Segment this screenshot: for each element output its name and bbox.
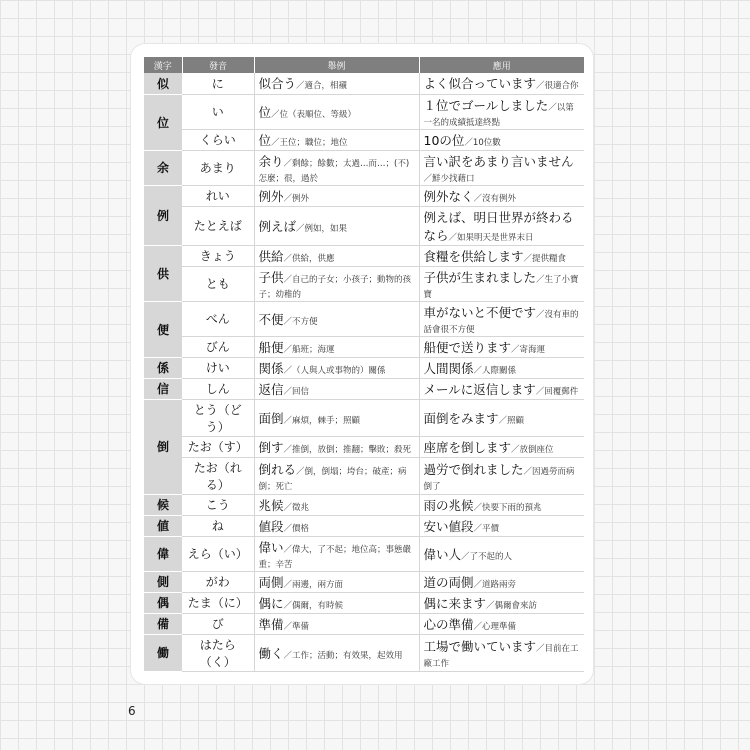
reading-cell: きょう: [182, 245, 254, 266]
example-cell: [254, 266, 419, 301]
usage-sentence: １位でゴールしました: [423, 97, 549, 113]
example-meaning: ／王位；職位；地位: [271, 137, 348, 148]
kanji-cell: 値: [144, 515, 182, 536]
example-word: 不便: [258, 311, 284, 327]
example-cell: [254, 571, 419, 592]
example-word: 兆候: [258, 497, 284, 513]
usage-sentence: 船便で送ります: [423, 339, 512, 355]
example-cell: [254, 301, 419, 336]
usage-sentence: 言い訳をあまり言いません: [423, 153, 574, 169]
example-cell: [254, 73, 419, 94]
usage-sentence: 偶に来ます: [423, 595, 487, 611]
usage-meaning: ／平價: [473, 523, 500, 534]
table-row: [144, 266, 584, 301]
table-header-row: [144, 57, 584, 73]
example-meaning: ／供給，供應: [283, 253, 335, 264]
example-cell: [254, 515, 419, 536]
example-meaning: ／自己的子女；小孩子；動物的孩子；幼稚的: [258, 274, 412, 300]
kanji-cell: 例: [144, 185, 182, 245]
usage-cell: [419, 536, 584, 571]
kanji-cell: 位: [144, 94, 182, 150]
example-meaning: ／偶爾，有時候: [283, 600, 344, 611]
example-meaning: ／剩餘；餘數；太過…而…；(不)怎麼；很，過於: [258, 158, 410, 184]
usage-sentence: 過労で倒れました: [423, 461, 524, 477]
example-cell: [254, 436, 419, 457]
usage-sentence: 人間関係: [423, 360, 474, 376]
table-row: [144, 336, 584, 357]
example-meaning: ／推倒，放倒；推翻；擊敗；殺死: [283, 444, 412, 455]
example-word: 例えば: [258, 218, 297, 234]
table-row: [144, 515, 584, 536]
reading-cell: とも: [182, 266, 254, 301]
example-word: 準備: [258, 616, 284, 632]
example-word: 両側: [258, 574, 284, 590]
table-row: [144, 494, 584, 515]
example-meaning: ／不方便: [283, 316, 318, 327]
table-row: [144, 592, 584, 613]
usage-cell: [419, 494, 584, 515]
example-cell: [254, 378, 419, 399]
usage-cell: [419, 206, 584, 245]
usage-cell: [419, 357, 584, 378]
usage-cell: [419, 301, 584, 336]
reading-cell: がわ: [182, 571, 254, 592]
example-cell: [254, 357, 419, 378]
usage-sentence: 車がないと不便です: [423, 304, 537, 320]
usage-cell: [419, 150, 584, 185]
example-word: 面倒: [258, 410, 284, 426]
example-cell: [254, 129, 419, 150]
table-row: [144, 571, 584, 592]
page-number: 6: [128, 704, 136, 718]
usage-sentence: 心の準備: [423, 616, 474, 632]
example-meaning: ／船班；海運: [283, 344, 335, 355]
example-word: 位: [258, 104, 272, 120]
usage-meaning: ／沒有例外: [473, 193, 517, 204]
usage-meaning: ／心理準備: [473, 621, 517, 632]
usage-meaning: ／放倒座位: [511, 444, 554, 455]
usage-sentence: 例えば、明日世界が終わるなら: [423, 209, 574, 243]
example-word: 返信: [258, 381, 284, 397]
usage-sentence: 子供が生まれました: [423, 269, 537, 285]
usage-cell: [419, 457, 584, 494]
usage-meaning: ／沒有車的話會很不方便: [423, 309, 579, 335]
kanji-cell: 余: [144, 150, 182, 185]
example-meaning: ／倒，倒塌；垮台；破產；病倒；死亡: [258, 466, 407, 492]
example-cell: [254, 592, 419, 613]
usage-meaning: ／如果明天是世界末日: [448, 232, 534, 243]
example-word: 倒れる: [258, 461, 297, 477]
example-cell: [254, 536, 419, 571]
example-meaning: ／價格: [283, 523, 310, 534]
reading-cell: ね: [182, 515, 254, 536]
usage-cell: [419, 436, 584, 457]
kanji-cell: 信: [144, 378, 182, 399]
example-word: 余り: [258, 153, 284, 169]
example-word: 偉い: [258, 539, 284, 555]
table-row: [144, 301, 584, 336]
usage-meaning: ／人際關係: [473, 365, 517, 376]
reading-cell: び: [182, 613, 254, 634]
example-cell: [254, 245, 419, 266]
example-meaning: ／位（表順位、等級）: [271, 109, 357, 120]
table-row: [144, 206, 584, 245]
usage-sentence: よく似合っています: [423, 76, 537, 92]
example-cell: [254, 457, 419, 494]
example-meaning: ／工作；活動；有效果，起效用: [283, 650, 403, 661]
example-meaning: ／徵兆: [283, 502, 310, 513]
table-row: [144, 357, 584, 378]
kanji-cell: 係: [144, 357, 182, 378]
usage-sentence: メールに返信します: [423, 381, 536, 397]
example-word: 値段: [258, 518, 284, 534]
reading-cell: べん: [182, 301, 254, 336]
kanji-table: [144, 57, 584, 672]
usage-cell: [419, 592, 584, 613]
usage-sentence: 10の位: [423, 132, 465, 148]
usage-meaning: ／回覆郵件: [535, 386, 579, 397]
example-word: 位: [258, 132, 272, 148]
reading-cell: こう: [182, 494, 254, 515]
usage-meaning: ／快要下雨的預兆: [473, 502, 542, 513]
kanji-cell: 偉: [144, 536, 182, 571]
usage-sentence: 雨の兆候: [423, 497, 474, 513]
example-cell: [254, 494, 419, 515]
usage-cell: [419, 378, 584, 399]
reading-cell: い: [182, 94, 254, 129]
reading-cell: はたら（く）: [182, 634, 254, 671]
example-word: 供給: [258, 248, 284, 264]
example-meaning: ／兩邊，兩方面: [283, 579, 344, 590]
usage-meaning: ／偶爾會來訪: [486, 600, 538, 611]
reading-cell: たま（に）: [182, 592, 254, 613]
kanji-cell: 便: [144, 301, 182, 357]
reading-cell: えら（い）: [182, 536, 254, 571]
kanji-cell: 候: [144, 494, 182, 515]
example-cell: [254, 206, 419, 245]
table-row: [144, 378, 584, 399]
kanji-cell: 備: [144, 613, 182, 634]
reading-cell: くらい: [182, 129, 254, 150]
table-row: [144, 129, 584, 150]
usage-meaning: ／照顧: [498, 415, 525, 426]
example-cell: [254, 150, 419, 185]
kanji-cell: 働: [144, 634, 182, 671]
kanji-cell: 側: [144, 571, 182, 592]
example-meaning: ／麻煩，棘手；照顧: [283, 415, 361, 426]
usage-cell: [419, 571, 584, 592]
example-meaning: ／（人與人或事物的）關係: [283, 365, 386, 376]
example-cell: [254, 185, 419, 206]
usage-cell: [419, 245, 584, 266]
usage-meaning: ／以第一名的成績抵達終點: [423, 102, 574, 128]
usage-meaning: ／寄海運: [511, 344, 546, 355]
reading-cell: れい: [182, 185, 254, 206]
usage-sentence: 安い値段: [423, 518, 474, 534]
header-kanji: 漢字: [144, 57, 182, 73]
usage-sentence: 道の両側: [423, 574, 474, 590]
usage-sentence: 面倒をみます: [423, 410, 499, 426]
usage-meaning: ／生了小寶寶: [423, 274, 579, 300]
reading-cell: しん: [182, 378, 254, 399]
kanji-cell: 偶: [144, 592, 182, 613]
usage-meaning: ／很適合你: [536, 81, 579, 92]
example-word: 関係: [258, 360, 284, 376]
example-cell: [254, 399, 419, 436]
example-meaning: ／準備: [283, 621, 310, 632]
header-example: 舉例: [254, 57, 419, 73]
example-meaning: ／偉大，了不起；地位高；事態嚴重；辛苦: [258, 544, 412, 570]
example-meaning: ／例如，如果: [296, 223, 348, 234]
table-row: [144, 457, 584, 494]
usage-sentence: 座席を倒します: [423, 439, 512, 455]
usage-cell: [419, 73, 584, 94]
usage-meaning: ／10位數: [464, 137, 501, 148]
usage-sentence: 例外なく: [423, 188, 474, 204]
example-cell: [254, 634, 419, 671]
table-body: [144, 73, 584, 671]
usage-meaning: ／目前在工廠工作: [423, 643, 579, 669]
reading-cell: とう（どう）: [182, 399, 254, 436]
usage-cell: [419, 94, 584, 129]
kanji-cell: 似: [144, 73, 182, 94]
example-word: 例外: [258, 188, 284, 204]
example-word: 偶に: [258, 595, 284, 611]
reading-cell: たお（れる）: [182, 457, 254, 494]
usage-cell: [419, 515, 584, 536]
table-row: [144, 94, 584, 129]
kanji-cell: 倒: [144, 399, 182, 494]
reading-cell: あまり: [182, 150, 254, 185]
reading-cell: に: [182, 73, 254, 94]
usage-cell: [419, 336, 584, 357]
example-word: 子供: [258, 269, 284, 285]
table-row: [144, 73, 584, 94]
usage-cell: [419, 266, 584, 301]
table-row: [144, 634, 584, 671]
usage-meaning: ／了不起的人: [461, 551, 513, 562]
example-cell: [254, 613, 419, 634]
usage-meaning: ／提供糧食: [523, 253, 567, 264]
kanji-cell: 供: [144, 245, 182, 301]
table-row: [144, 245, 584, 266]
usage-sentence: 偉い人: [423, 546, 462, 562]
table-row: [144, 185, 584, 206]
usage-cell: [419, 399, 584, 436]
example-word: 船便: [258, 339, 284, 355]
example-meaning: ／回信: [283, 386, 310, 397]
table-row: [144, 399, 584, 436]
reading-cell: びん: [182, 336, 254, 357]
example-meaning: ／適合，相襯: [296, 81, 348, 92]
example-cell: [254, 94, 419, 129]
table-row: [144, 536, 584, 571]
usage-cell: [419, 185, 584, 206]
reading-cell: たとえば: [182, 206, 254, 245]
usage-meaning: ／道路兩旁: [473, 579, 517, 590]
example-word: 働く: [258, 645, 284, 661]
header-reading: 發音: [182, 57, 254, 73]
usage-meaning: ／因過勞而病倒了: [423, 466, 575, 492]
reading-cell: たお（す）: [182, 436, 254, 457]
table-row: [144, 613, 584, 634]
usage-meaning: ／鮮少找藉口: [423, 173, 475, 184]
example-word: 倒す: [258, 439, 284, 455]
usage-cell: [419, 129, 584, 150]
usage-cell: [419, 613, 584, 634]
reading-cell: けい: [182, 357, 254, 378]
table-row: [144, 150, 584, 185]
example-meaning: ／例外: [283, 193, 310, 204]
usage-cell: [419, 634, 584, 671]
header-usage: 應用: [419, 57, 584, 73]
usage-sentence: 食糧を供給します: [423, 248, 524, 264]
usage-sentence: 工場で働いています: [423, 638, 537, 654]
example-cell: [254, 336, 419, 357]
example-word: 似合う: [258, 76, 297, 92]
table-row: [144, 436, 584, 457]
